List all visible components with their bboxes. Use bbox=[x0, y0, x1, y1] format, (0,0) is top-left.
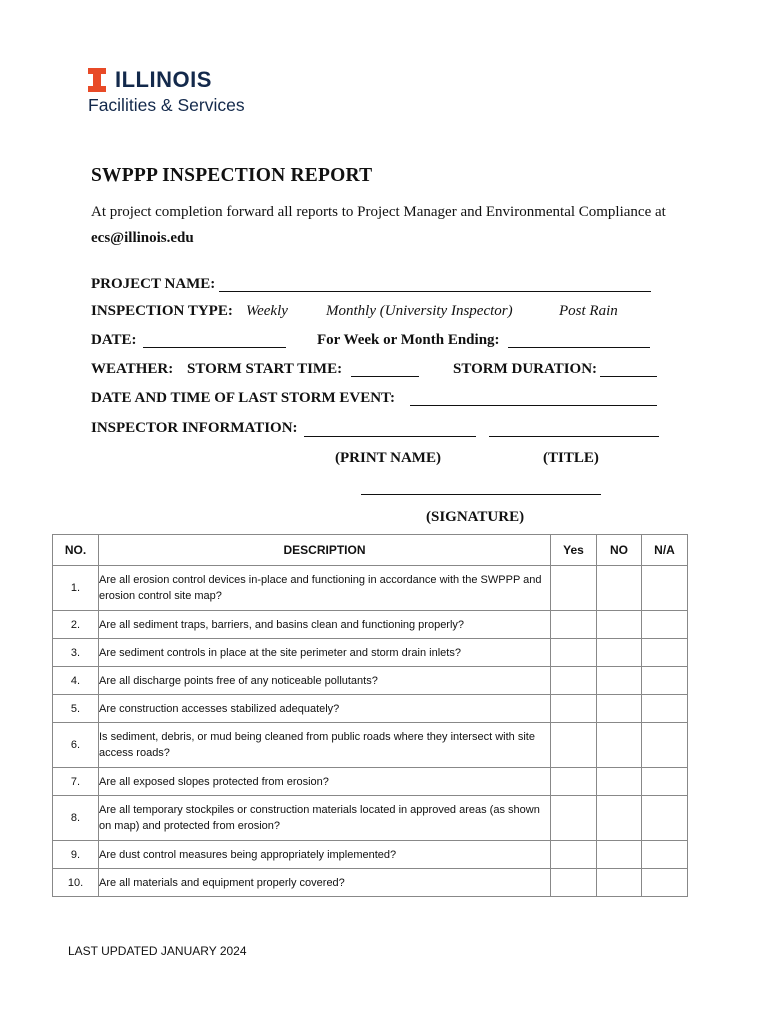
no-cell[interactable] bbox=[597, 667, 642, 695]
title-field[interactable] bbox=[489, 436, 659, 437]
project-name-field[interactable] bbox=[219, 291, 651, 292]
yes-cell[interactable] bbox=[551, 566, 597, 611]
option-monthly[interactable]: Monthly (University Inspector) bbox=[326, 303, 513, 319]
illinois-logo bbox=[88, 66, 245, 116]
na-cell[interactable] bbox=[642, 639, 688, 667]
row-number: 10. bbox=[53, 869, 99, 897]
date-label: DATE: bbox=[91, 332, 137, 348]
table-row bbox=[53, 869, 688, 897]
inspection-type-label: INSPECTION TYPE: bbox=[91, 303, 233, 319]
no-cell[interactable] bbox=[597, 768, 642, 796]
project-name-label: PROJECT NAME: bbox=[91, 276, 216, 292]
no-cell[interactable] bbox=[597, 639, 642, 667]
no-cell[interactable] bbox=[597, 796, 642, 841]
report-title: SWPPP INSPECTION REPORT bbox=[91, 165, 373, 186]
date-field[interactable] bbox=[143, 347, 286, 348]
row-description: Are sediment controls in place at the site perimeter and storm drain inlets? bbox=[99, 639, 551, 667]
yes-cell[interactable] bbox=[551, 667, 597, 695]
yes-cell[interactable] bbox=[551, 768, 597, 796]
print-name-field[interactable] bbox=[304, 436, 476, 437]
table-row bbox=[53, 695, 688, 723]
no-cell[interactable] bbox=[597, 841, 642, 869]
header-na: N/A bbox=[642, 535, 688, 566]
row-description: Are all materials and equipment properly covered? bbox=[99, 869, 551, 897]
row-number: 7. bbox=[53, 768, 99, 796]
table-header-row bbox=[53, 535, 688, 566]
na-cell[interactable] bbox=[642, 796, 688, 841]
yes-cell[interactable] bbox=[551, 695, 597, 723]
row-description: Are all discharge points free of any noticeable pollutants? bbox=[99, 667, 551, 695]
storm-duration-label: STORM DURATION: bbox=[453, 361, 598, 377]
yes-cell[interactable] bbox=[551, 841, 597, 869]
na-cell[interactable] bbox=[642, 695, 688, 723]
table-row bbox=[53, 667, 688, 695]
na-cell[interactable] bbox=[642, 768, 688, 796]
storm-start-field[interactable] bbox=[351, 376, 419, 377]
row-description: Are all erosion control devices in-place and functioning in accordance with the SWPPP and erosion control site map? bbox=[99, 566, 551, 611]
week-ending-label: For Week or Month Ending: bbox=[317, 332, 500, 348]
table-row bbox=[53, 639, 688, 667]
row-description: Are construction accesses stabilized adequately? bbox=[99, 695, 551, 723]
table-row bbox=[53, 796, 688, 841]
option-post-rain[interactable]: Post Rain bbox=[559, 303, 618, 319]
row-number: 2. bbox=[53, 611, 99, 639]
table-row bbox=[53, 566, 688, 611]
title-caption: (TITLE) bbox=[543, 450, 599, 466]
row-description: Are dust control measures being appropriately implemented? bbox=[99, 841, 551, 869]
header-yes: Yes bbox=[551, 535, 597, 566]
table-row bbox=[53, 611, 688, 639]
na-cell[interactable] bbox=[642, 566, 688, 611]
no-cell[interactable] bbox=[597, 695, 642, 723]
table-row bbox=[53, 768, 688, 796]
last-storm-field[interactable] bbox=[410, 405, 657, 406]
table-row bbox=[53, 723, 688, 768]
signature-field[interactable] bbox=[361, 494, 601, 495]
last-updated-footer: LAST UPDATED JANUARY 2024 bbox=[68, 944, 247, 958]
na-cell[interactable] bbox=[642, 869, 688, 897]
header-no: NO. bbox=[53, 535, 99, 566]
yes-cell[interactable] bbox=[551, 796, 597, 841]
week-ending-field[interactable] bbox=[508, 347, 650, 348]
print-name-caption: (PRINT NAME) bbox=[335, 450, 441, 466]
yes-cell[interactable] bbox=[551, 611, 597, 639]
logo-subtitle: Facilities & Services bbox=[88, 95, 245, 115]
row-number: 8. bbox=[53, 796, 99, 841]
intro-text: At project completion forward all reports to Project Manager and Environmental Compliance at bbox=[91, 204, 666, 220]
last-storm-label: DATE AND TIME OF LAST STORM EVENT: bbox=[91, 390, 395, 406]
inspection-checklist-table bbox=[52, 534, 688, 897]
inspector-label: INSPECTOR INFORMATION: bbox=[91, 420, 298, 436]
storm-start-label: STORM START TIME: bbox=[187, 361, 343, 377]
row-description: Are all sediment traps, barriers, and basins clean and functioning properly? bbox=[99, 611, 551, 639]
no-cell[interactable] bbox=[597, 869, 642, 897]
yes-cell[interactable] bbox=[551, 869, 597, 897]
signature-caption: (SIGNATURE) bbox=[426, 509, 525, 525]
row-description: Are all temporary stockpiles or construction materials located in approved areas (as shown on map) and protected from erosion? bbox=[99, 796, 551, 841]
na-cell[interactable] bbox=[642, 723, 688, 768]
na-cell[interactable] bbox=[642, 841, 688, 869]
row-description: Are all exposed slopes protected from erosion? bbox=[99, 768, 551, 796]
storm-duration-field[interactable] bbox=[600, 376, 657, 377]
report-intro bbox=[91, 199, 691, 251]
logo-wordmark: ILLINOIS bbox=[115, 67, 212, 92]
weather-label: WEATHER: bbox=[91, 361, 174, 377]
row-number: 5. bbox=[53, 695, 99, 723]
header-no-answer: NO bbox=[597, 535, 642, 566]
na-cell[interactable] bbox=[642, 667, 688, 695]
table-row bbox=[53, 841, 688, 869]
header-description: DESCRIPTION bbox=[99, 535, 551, 566]
row-number: 4. bbox=[53, 667, 99, 695]
option-weekly[interactable]: Weekly bbox=[246, 303, 288, 319]
contact-email[interactable]: ecs@illinois.edu bbox=[91, 230, 194, 246]
yes-cell[interactable] bbox=[551, 723, 597, 768]
na-cell[interactable] bbox=[642, 611, 688, 639]
no-cell[interactable] bbox=[597, 566, 642, 611]
no-cell[interactable] bbox=[597, 723, 642, 768]
row-number: 1. bbox=[53, 566, 99, 611]
row-number: 6. bbox=[53, 723, 99, 768]
yes-cell[interactable] bbox=[551, 639, 597, 667]
block-i-icon bbox=[88, 68, 106, 92]
row-number: 9. bbox=[53, 841, 99, 869]
no-cell[interactable] bbox=[597, 611, 642, 639]
row-description: Is sediment, debris, or mud being cleaned from public roads where they intersect with site access roads? bbox=[99, 723, 551, 768]
row-number: 3. bbox=[53, 639, 99, 667]
